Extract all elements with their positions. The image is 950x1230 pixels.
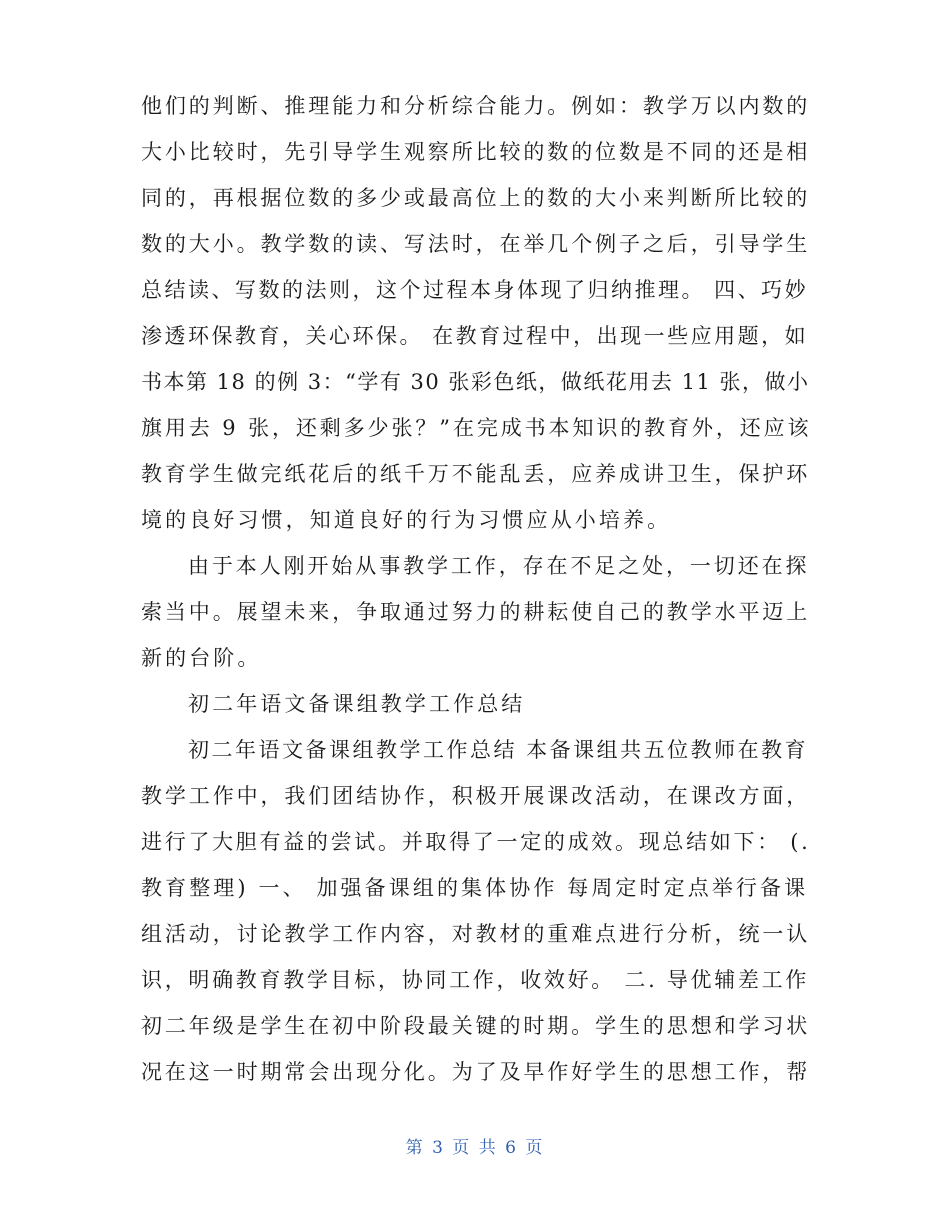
text-line: 境的良好习惯，知道良好的行为习惯应从小培养。 [141, 508, 672, 532]
paragraph-first-line: 初二年语文备课组教学工作总结 本备课组共五位教师在教育 [188, 738, 809, 762]
text-line: 进行了大胆有益的尝试。并取得了一定的成效。现总结如下： (. [141, 830, 811, 854]
text-line: 教学工作中，我们团结协作，积极开展课改活动，在课改方面， [141, 784, 811, 808]
text-line: 大小比较时，先引导学生观察所比较的数的位数是不同的还是相 [141, 140, 811, 164]
section-heading: 初二年语文备课组教学工作总结 [188, 692, 526, 716]
text-line: 渗透环保教育，关心环保。 在教育过程中，出现一些应用题，如 [141, 324, 809, 348]
text-line: 组活动，讨论教学工作内容，对教材的重难点进行分析，统一认 [141, 922, 811, 946]
page-number-footer: 第 3 页 共 6 页 [405, 1138, 545, 1158]
text-line: 他们的判断、推理能力和分析综合能力。例如：教学万以内数的 [141, 94, 811, 118]
text-line: 况在这一时期常会出现分化。为了及早作好学生的思想工作，帮 [141, 1060, 811, 1084]
text-line: 初二年级是学生在初中阶段最关键的时期。学生的思想和学习状 [141, 1014, 811, 1038]
text-line: 索当中。展望未来，争取通过努力的耕耘使自己的教学水平迈上 [141, 600, 811, 624]
text-line: 旗用去 9 张，还剩多少张？”在完成书本知识的教育外，还应该 [141, 416, 812, 440]
text-line: 识，明确教育教学目标，协同工作，收效好。 二. 导优辅差工作 [141, 968, 810, 992]
text-line: 新的台阶。 [141, 646, 262, 670]
text-line: 同的，再根据位数的多少或最高位上的数的大小来判断所比较的 [141, 186, 811, 210]
paragraph-first-line: 由于本人刚开始从事教学工作，存在不足之处，一切还在探 [188, 554, 810, 578]
text-line: 数的大小。教学数的读、写法时，在举几个例子之后，引导学生 [141, 232, 811, 256]
text-line: 教育整理) 一、 加强备课组的集体协作 每周定时定点举行备课 [141, 876, 809, 900]
text-line: 总结读、写数的法则，这个过程本身体现了归纳推理。 四、巧妙 [141, 278, 809, 302]
text-line: 教育学生做完纸花后的纸千万不能乱丢，应养成讲卫生，保护环 [141, 462, 811, 486]
text-line: 书本第 18 的例 3：“学有 30 张彩色纸，做纸花用去 11 张，做小 [141, 370, 810, 394]
